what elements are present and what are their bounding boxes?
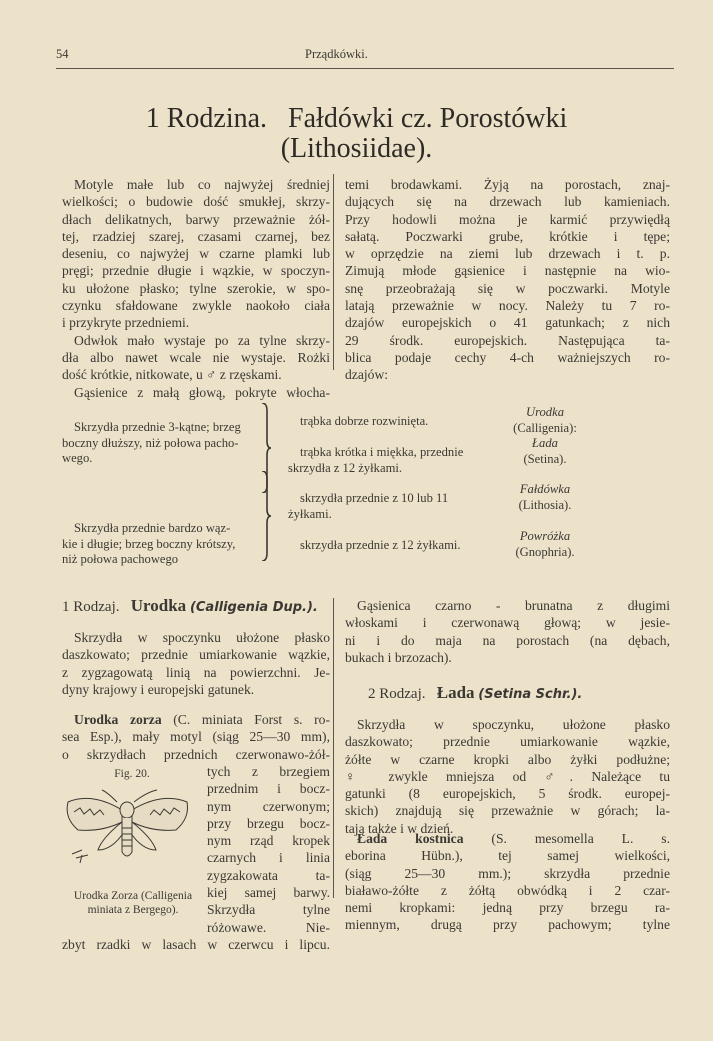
text-line: sałatą. Poczwarki grube, krótkie i tępe; — [345, 228, 670, 244]
chapter-subtitle: (Lithosiidae). — [280, 133, 433, 164]
text-line: blica podaje cechy 4-ch ważniejszych ro- — [345, 349, 670, 365]
text-line: gatunki (8 europejskich, 5 środk. europej- — [345, 786, 670, 802]
text-line: nym czerwonym; — [207, 798, 330, 814]
text-line: ni i do maja na porostach (na dębach, — [345, 632, 670, 648]
paragraph — [62, 332, 330, 384]
text-line: tają także i w dzień. — [345, 820, 454, 836]
genus1-description — [62, 629, 330, 698]
text-line: temi brodawkami. Żyją na porostach, znaj- — [345, 177, 670, 192]
text-line: kiej samej barwy. — [207, 885, 330, 901]
text-line: skrzydła przednie z 12 żyłkami. — [300, 538, 461, 552]
key-condition — [62, 521, 256, 568]
text-line: dłach delikatnych, barwy przeważnie żół- — [62, 211, 330, 227]
caption-line: miniata z Bergego). — [87, 904, 179, 916]
text-line: kie i długie; brzeg boczny krótszy, — [62, 536, 236, 551]
text-line: daszkowato; przednie umiarkowanie wązkie, — [345, 734, 670, 750]
text-line: czarnych i linia — [207, 850, 330, 866]
text-line: dość krótkie, nitkowate, u ♂ z rzęskami. — [62, 367, 282, 383]
text-line: dzajów europejskich o 41 gatunkach; z nich — [345, 315, 670, 331]
species2-name: Łada kostnica — [357, 831, 464, 846]
text-line: białawo-żółte z żółtą obwódką i 2 czar- — [345, 882, 670, 898]
text-line — [345, 830, 670, 847]
text-line: wego. — [62, 451, 93, 465]
text-line: z zygzagowatą linią na powierzchni. Je- — [62, 664, 330, 680]
text-line: bukach i brzozach). — [345, 649, 452, 665]
species1-wrap-text — [207, 763, 330, 936]
text-line: ♀ zwykle mniejsza od ♂. Należące tu — [345, 768, 670, 784]
text-line: deseniu, co najwyżej w czarne plamki lub — [62, 246, 330, 262]
text-line: zbyt rzadki w lasach w czerwcu i lipcu. — [62, 937, 330, 952]
genus1-larva — [345, 597, 670, 666]
species1-name: Urodka zorza — [74, 712, 162, 727]
genus1-latin: (Calligenia Dup.). — [189, 600, 318, 615]
text-line: (C. miniata Forst s. ro- — [161, 712, 330, 727]
paragraph — [62, 176, 330, 332]
text-line: nemi kropkami: jedną przy brzegu ra- — [345, 900, 670, 916]
text-line: dujących się na drzewach lub kamieniach. — [345, 194, 670, 210]
text-line: zygzakowata ta- — [207, 867, 330, 883]
text-line: Gąsienica czarno - brunatna z długimi — [357, 598, 670, 613]
text-line: Skrzydła przednie bardzo wąz- — [74, 521, 231, 535]
text-line: 29 środk. europejskich. Następująca ta- — [345, 332, 670, 348]
text-line: dyny krajowy i europejski gatunek. — [62, 681, 255, 697]
text-span: (S. mesomella L. s. — [463, 831, 670, 846]
figure-caption — [58, 889, 208, 917]
text-line: pręgi; przednie długie i wązkie, w spoczyn- — [62, 263, 330, 279]
text-line: Motyle małe lub co najwyżej średniej — [74, 177, 330, 192]
genus-latin: (Calligenia): — [513, 421, 577, 435]
text-line: przy brzegu bocz- — [207, 815, 330, 831]
genus-latin: (Lithosia). — [518, 498, 572, 512]
key-condition — [62, 420, 256, 467]
caption-line: Urodka Zorza (Calligenia — [73, 890, 193, 902]
genus2-latin: (Setina Schr.). — [478, 687, 583, 702]
species1-intro — [62, 711, 330, 763]
text-line: Gąsienice z małą głową, pokryte włocha- — [74, 384, 330, 400]
text-line: latają przeważnie w nocy. Należy tu 7 ro- — [345, 298, 670, 314]
key-option — [288, 538, 480, 554]
text-line: Przy hodowli można je karmić przywiędłą — [345, 211, 670, 227]
text-line: (siąg 25—30 mm.); skrzydła przednie — [345, 865, 670, 881]
text-line: trąbka dobrze rozwinięta. — [300, 414, 429, 428]
genus-name: Łada — [532, 436, 558, 450]
key-option — [288, 491, 480, 522]
text-line: Odwłok mało wystaje po za tylne skrzy- — [74, 332, 330, 348]
key-genus — [500, 404, 590, 436]
text-line: i przykryte przedniemi. — [62, 315, 190, 331]
text-line: różowawe. Nie- — [207, 919, 330, 935]
text-line: Skrzydła w spoczynku ułożone płasko — [74, 630, 330, 645]
genus1-number: 1 Rodzaj. — [62, 599, 120, 615]
figure-label: Fig. 20. — [114, 768, 150, 780]
text-line: eborina Hübn.), tej samej wielkości, — [345, 848, 670, 864]
text-line: niż połowa pachowego — [62, 552, 179, 566]
genus2-heading — [368, 683, 582, 703]
text-line: ku ułożone płasko; tylne szerokie, w spo- — [62, 280, 330, 296]
genus2-name: Łada — [436, 683, 475, 702]
chapter-title: 1 Rodzina. Fałdówki cz. Porostówki — [145, 103, 568, 134]
text-line: w oprzędzie na ziemi lub drzewach i t. p. — [345, 246, 670, 262]
text-line: przednim i bocz- — [207, 781, 330, 797]
brace-icon — [259, 471, 273, 561]
genus1-heading — [62, 596, 318, 616]
key-option — [288, 445, 480, 476]
genus-latin: (Setina). — [523, 452, 567, 466]
running-title: Prządkówki. — [305, 47, 368, 61]
text-line: miennym, drugą przy pachowym; tylne — [345, 917, 670, 933]
page-number: 54 — [56, 47, 69, 61]
key-genus — [500, 481, 590, 513]
genus-name: Fałdówka — [519, 482, 571, 496]
text-line: boczny dłuższy, niż połowa pacho- — [62, 435, 239, 450]
text-line: skrzydła z 12 żyłkami. — [288, 460, 403, 475]
text-line: Skrzydła w spoczynku, ułożone płasko — [357, 717, 670, 732]
text-line: tej, rzadziej szarej, czasami czarnej, bez — [62, 228, 330, 244]
text-line: skich) znajdują się przeważnie w górach; la- — [345, 803, 670, 819]
text-line: włoskami i czerwonawą głową; w jesie- — [345, 615, 670, 631]
text-line: sea Esp.), mały motyl (siąg 25—30 mm), — [62, 729, 330, 745]
text-line: o skrzydłach przednich czerwonawo-żół- — [62, 746, 330, 762]
genus-latin: (Gnophria). — [515, 545, 575, 559]
genus-name: Powróżka — [519, 529, 571, 543]
genus-name: Urodka — [525, 405, 564, 419]
text-line: trąbka krótka i miękka, przednie — [300, 445, 464, 459]
intro-left-column — [62, 176, 330, 401]
moth-illustration — [62, 788, 202, 868]
text-line: Skrzydła przednie 3-kątne; brzeg — [74, 420, 241, 434]
text-line: Skrzydła tylne — [207, 902, 330, 918]
genus2-number: 2 Rodzaj. — [368, 686, 426, 702]
key-genus — [500, 528, 590, 560]
text-line: wielkości; o budowie dość smukłej, skrzy- — [62, 194, 330, 210]
text-line: dła albo nawet wcale nie wystaje. Rożki — [62, 349, 330, 365]
intro-right-column — [345, 176, 670, 384]
species1-end — [62, 936, 330, 953]
column-divider — [333, 174, 334, 370]
text-line: daszkowato; przednie umiarkowanie wązkie, — [62, 647, 330, 663]
paragraph — [345, 176, 670, 384]
text-line: tych z brzegiem — [207, 764, 330, 779]
column-divider — [333, 598, 334, 898]
text-line: żółte w czarne kropki albo żyłki podłużne; — [345, 751, 670, 767]
species2 — [345, 830, 670, 934]
paragraph — [62, 384, 330, 401]
genus1-name: Urodka — [130, 596, 187, 615]
text-line: nym rząd kropek — [207, 833, 330, 849]
text-line: dzajów: — [345, 367, 389, 383]
genus2-description — [345, 716, 670, 837]
text-line: snę przeobrażają się w poczwarki. Motyle — [345, 280, 670, 296]
text-line: czynku sfałdowane zwykle naokoło ciała — [62, 298, 330, 314]
text-line: żyłkami. — [288, 506, 332, 521]
key-genus — [500, 435, 590, 467]
text-line: Zimują młode gąsienice i następnie na wio- — [345, 263, 670, 279]
key-option — [288, 414, 480, 430]
header-rule — [56, 68, 674, 69]
text-line: skrzydła przednie z 10 lub 11 — [300, 491, 449, 505]
